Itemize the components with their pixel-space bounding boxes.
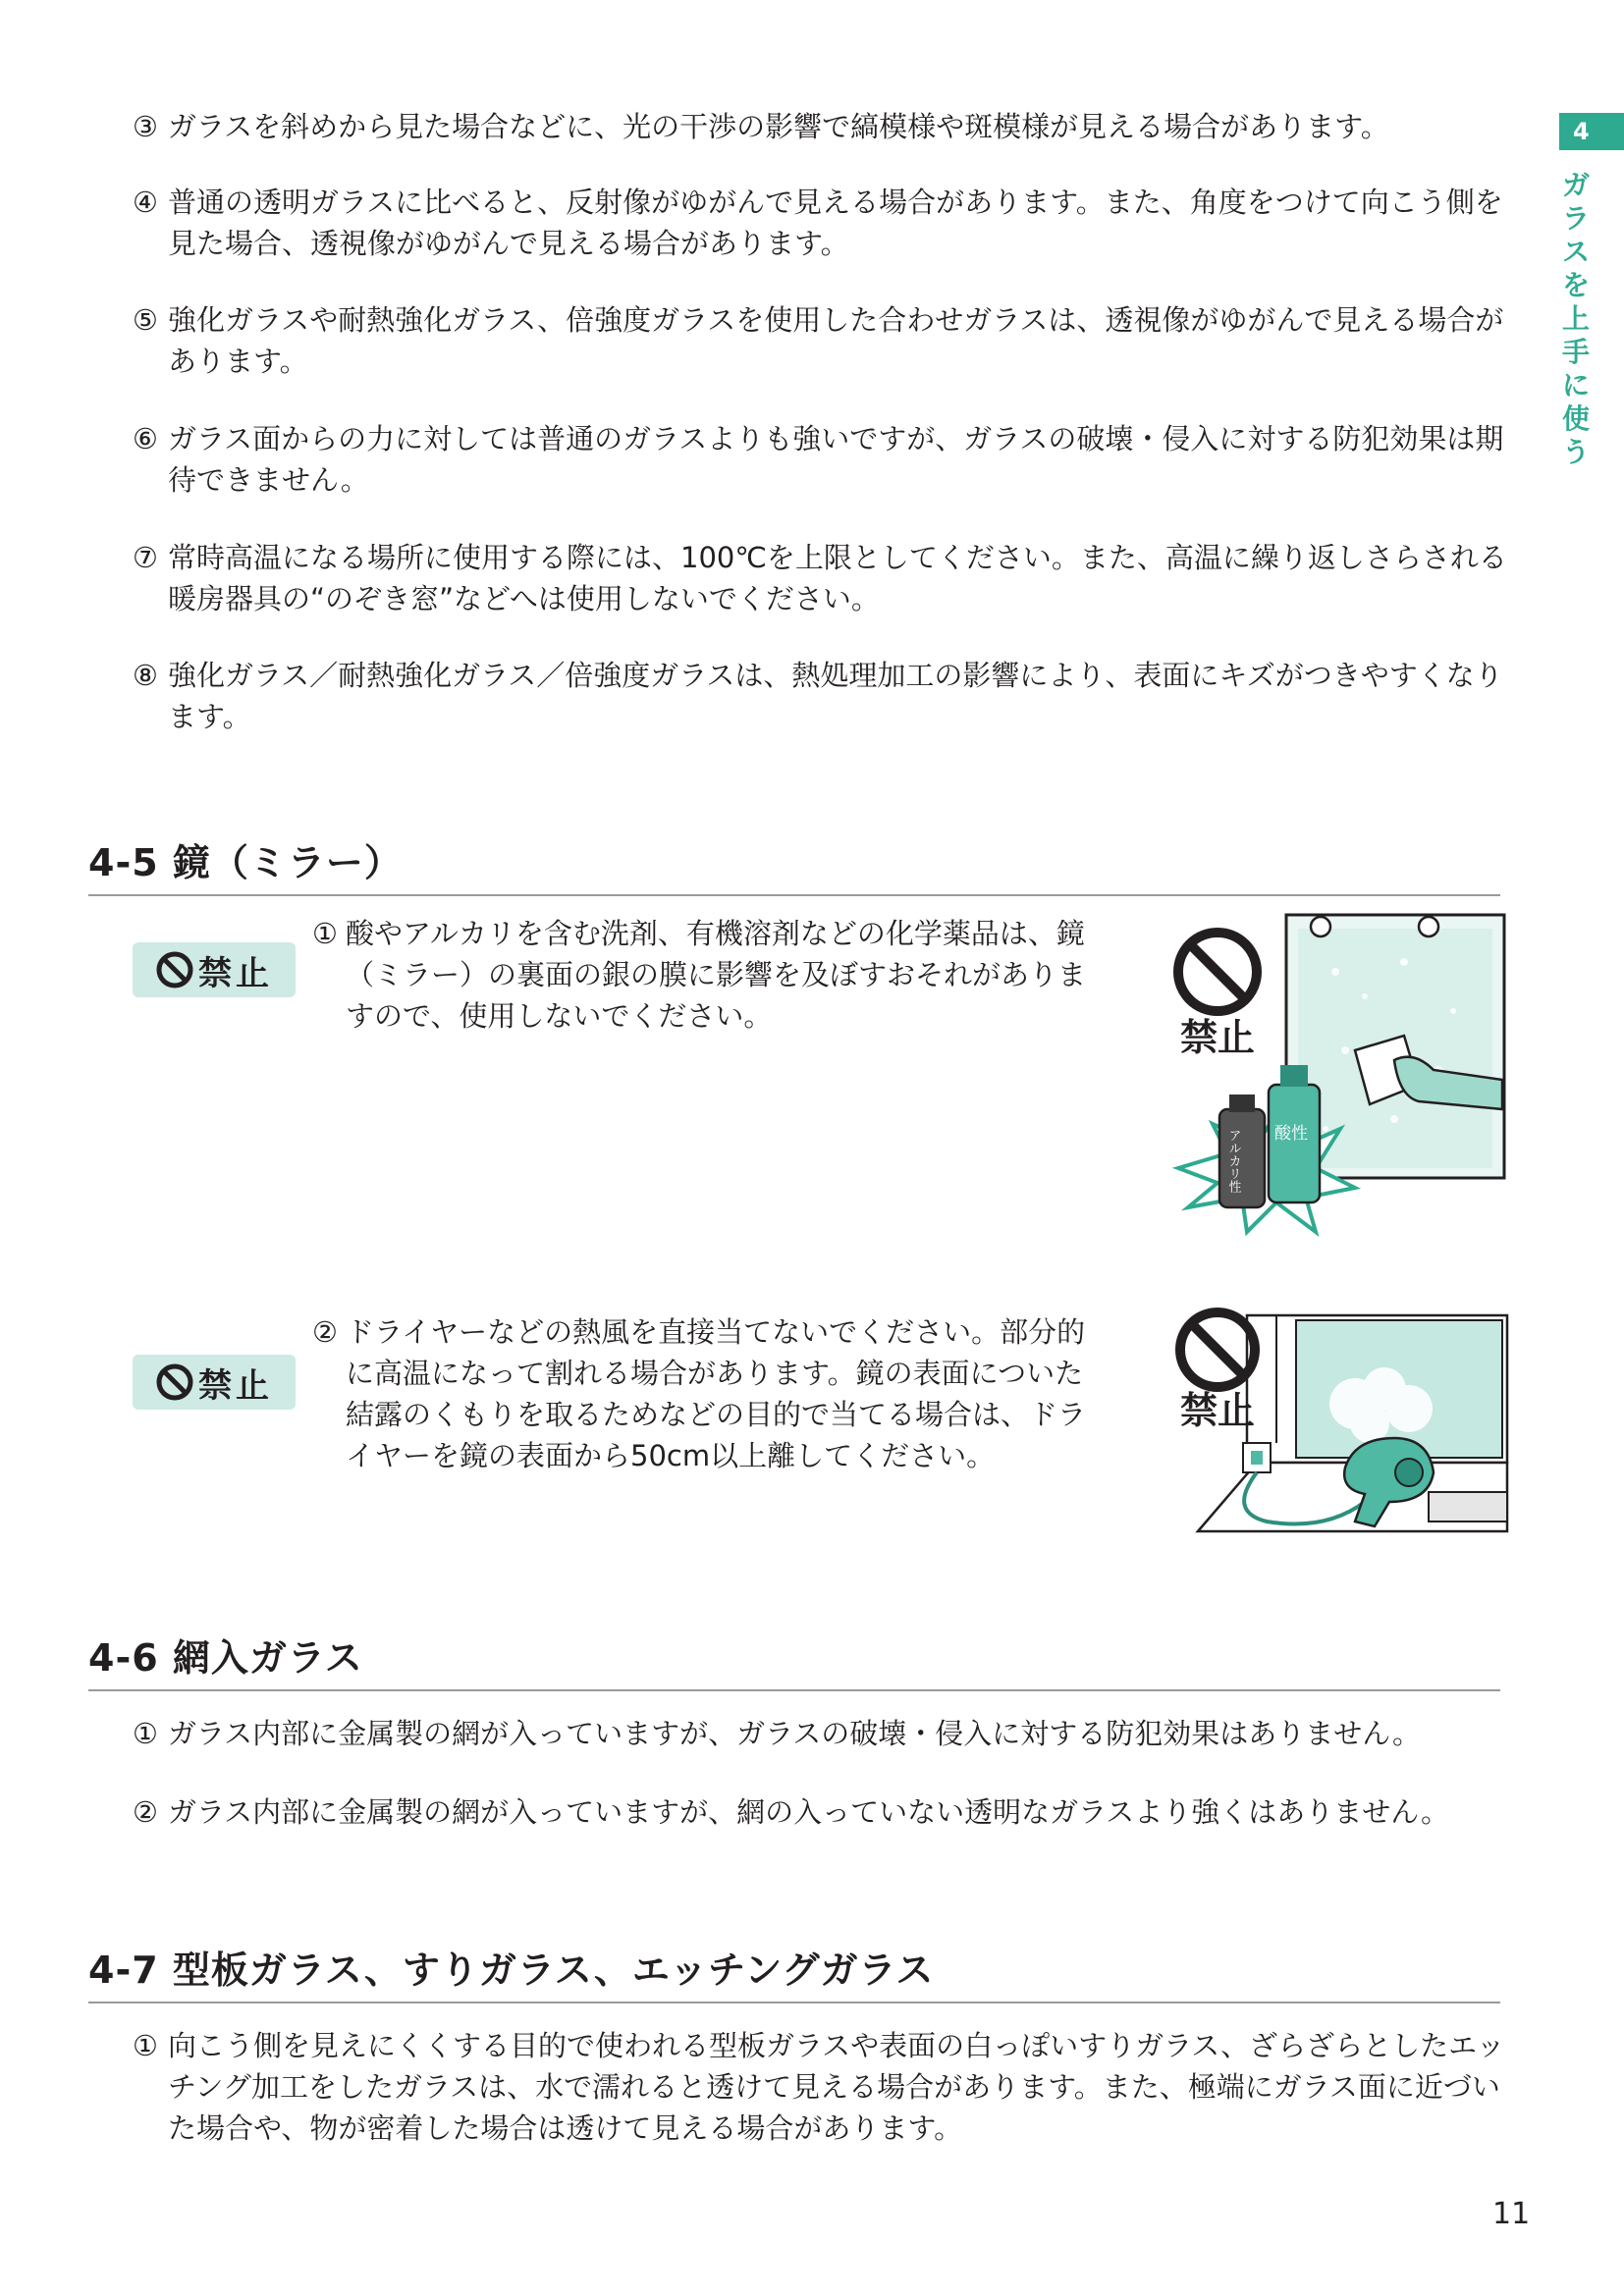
item-text: 常時高温になる場所に使用する際には、100℃を上限としてください。また、高温に繰り返しさらされる暖房器具の“のぞき窓”などへは使用しないでください。	[168, 541, 1507, 615]
item-text: 強化ガラスや耐熱強化ガラス、倍強度ガラスを使用した合わせガラスは、透視像がゆがんで見える場合があります。	[168, 303, 1504, 378]
list-item	[133, 182, 1507, 264]
badge-label: 禁止	[198, 953, 273, 993]
chapter-tab: 4	[1559, 113, 1624, 150]
illus-prohibit-label: 禁止	[1180, 1389, 1256, 1432]
alkali-bottle-label: アルカリ性	[1225, 1129, 1241, 1193]
item-text: ガラスを斜めから見た場合などに、光の干渉の影響で縞模様や斑模様が見える場合があります。	[168, 110, 1389, 143]
list-item	[133, 299, 1507, 382]
item-number: ⑤	[133, 303, 158, 337]
item-text: 向こう側を見えにくくする目的で使われる型板ガラスや表面の白っぽいすりガラス、ざらざらとしたエッチング加工をしたガラスは、水で濡れると透けて見える場合があります。また、極端にガラス面に近づいた場合や、物が密着した場合は透けて見える場合があります。	[168, 2029, 1505, 2145]
prohibited-badge	[133, 942, 296, 997]
item-number: ②	[133, 1795, 158, 1829]
acid-bottle-label: 酸性	[1274, 1124, 1308, 1144]
illus-prohibit-label: 禁止	[1180, 1016, 1256, 1059]
item-text: 酸やアルカリを含む洗剤、有機溶剤などの化学薬品は、鏡（ミラー）の裏面の銀の膜に影響を及ぼすおそれがありますので、使用しないでください。	[346, 917, 1087, 1033]
page-number: 11	[1492, 2197, 1531, 2231]
section-heading-4-5: 4-5 鏡（ミラー）	[88, 832, 1500, 896]
item-number: ④	[133, 186, 158, 219]
item-text: 強化ガラス／耐熱強化ガラス／倍強度ガラスは、熱処理加工の影響により、表面にキズがつきやすくなります。	[168, 659, 1503, 733]
list-item	[133, 1791, 1507, 1833]
item-text: ガラス面からの力に対しては普通のガラスよりも強いですが、ガラスの破壊・侵入に対する防犯効果は期待できません。	[168, 422, 1504, 497]
section-heading-4-6: 4-6 網入ガラス	[88, 1628, 1500, 1691]
mirror-chemical-illustration	[1159, 903, 1512, 1247]
item-text: ガラス内部に金属製の網が入っていますが、網の入っていない透明なガラスより強くはありません。	[168, 1795, 1450, 1829]
item-number: ①	[133, 2029, 158, 2062]
item-number: ⑦	[133, 541, 158, 574]
list-item	[133, 106, 1507, 147]
list-item	[312, 913, 1098, 1037]
list-item	[312, 1311, 1098, 1476]
list-item	[133, 655, 1507, 737]
badge-label: 禁止	[198, 1365, 273, 1406]
list-item	[133, 537, 1507, 619]
item-number: ②	[312, 1315, 338, 1349]
item-number: ③	[133, 110, 158, 143]
item-number: ①	[312, 917, 338, 950]
item-number: ⑥	[133, 422, 158, 455]
section-heading-4-7: 4-7 型板ガラス、すりガラス、エッチングガラス	[88, 1940, 1500, 2003]
list-item	[133, 2025, 1507, 2149]
item-text: ドライヤーなどの熱風を直接当てないでください。部分的に高温になって割れる場合があります。鏡の表面についた結露のくもりを取るためなどの目的で当てる場合は、ドライヤーを鏡の表面から50cm以上離してください。	[346, 1315, 1087, 1472]
chapter-side-label: ガラスを上手に使う	[1561, 169, 1590, 468]
prohibited-badge	[133, 1355, 296, 1410]
item-text: 普通の透明ガラスに比べると、反射像がゆがんで見える場合があります。また、角度をつけて向こう側を見た場合、透視像がゆがんで見える場合があります。	[168, 186, 1503, 260]
item-number: ①	[133, 1717, 158, 1750]
mirror-dryer-illustration	[1159, 1296, 1512, 1541]
prohibited-icon	[155, 1362, 194, 1402]
item-number: ⑧	[133, 659, 158, 692]
item-text: ガラス内部に金属製の網が入っていますが、ガラスの破壊・侵入に対する防犯効果はありません。	[168, 1717, 1422, 1750]
list-item	[133, 1713, 1507, 1754]
list-item	[133, 418, 1507, 501]
prohibited-icon	[155, 950, 194, 989]
